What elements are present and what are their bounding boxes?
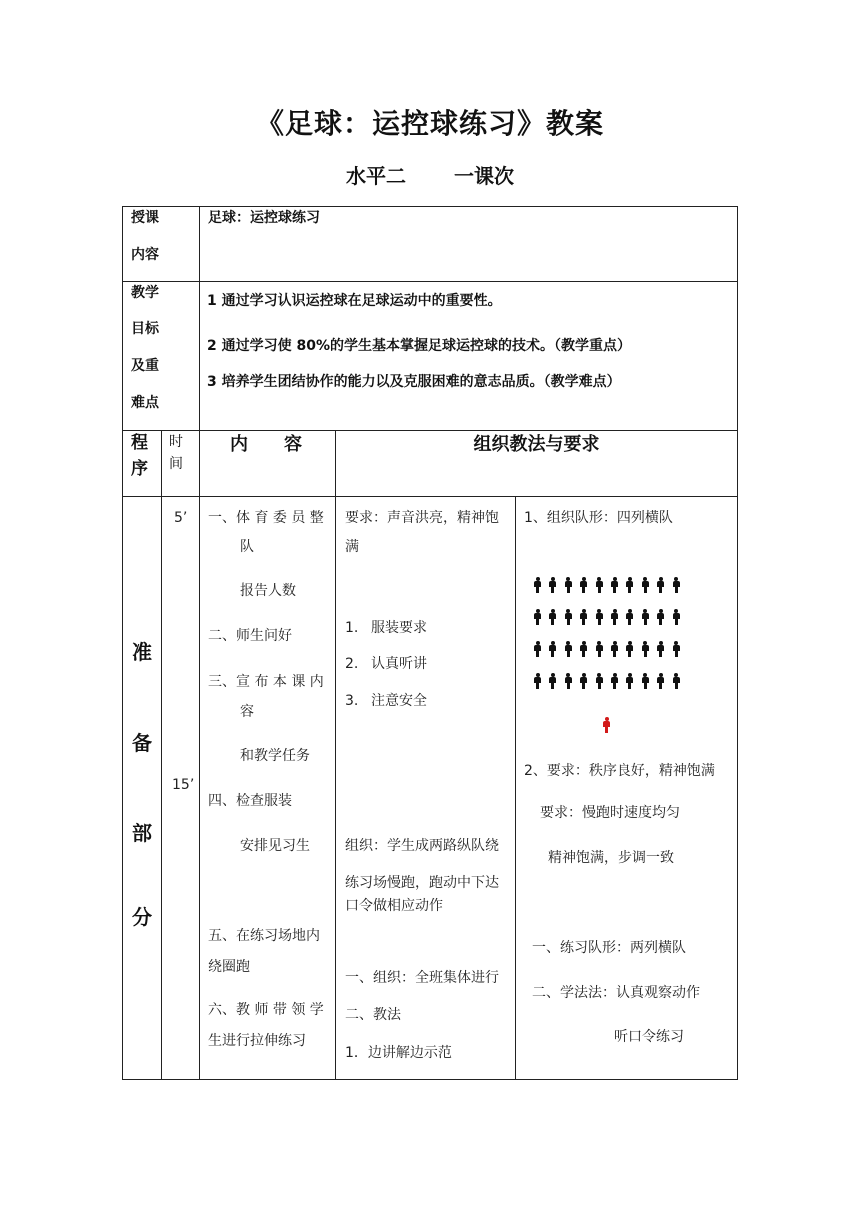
student-icon bbox=[565, 641, 572, 657]
student-icon bbox=[549, 609, 556, 625]
content-line: 队 bbox=[240, 539, 254, 555]
organization-l3: 口令做相应动作 bbox=[345, 898, 443, 914]
list-number: 2. bbox=[345, 656, 359, 672]
content-label-line2: 内容 bbox=[131, 247, 159, 263]
header-time-l1: 时 bbox=[169, 434, 183, 450]
student-icon bbox=[642, 577, 649, 593]
objective-item-2: 2 通过学习使 80%的学生基本掌握足球运控球的技术。（教学重点） bbox=[207, 338, 631, 354]
student-icon bbox=[657, 577, 664, 593]
student-icon bbox=[657, 641, 664, 657]
student-icon bbox=[534, 641, 541, 657]
student-icon bbox=[642, 609, 649, 625]
student-icon bbox=[611, 577, 618, 593]
student-icon bbox=[580, 577, 587, 593]
list-item: 服装要求 bbox=[371, 620, 427, 636]
formation-label: 1、组织队形：四列横队 bbox=[524, 510, 673, 526]
list-number: 1. bbox=[345, 620, 359, 636]
teaching-method-1: 1．边讲解边示范 bbox=[345, 1045, 452, 1061]
study-method-l2: 听口令练习 bbox=[614, 1029, 684, 1045]
jog-requirement-2: 精神饱满，步调一致 bbox=[548, 850, 674, 866]
student-icon bbox=[565, 609, 572, 625]
header-content: 内 容 bbox=[230, 434, 302, 455]
content-line: 六、教 师 带 领 学 bbox=[208, 1002, 324, 1018]
list-item: 认真听讲 bbox=[371, 656, 427, 672]
header-method: 组织教法与要求 bbox=[473, 434, 600, 455]
practice-formation: 一、练习队形：两列横队 bbox=[532, 940, 686, 956]
student-icon bbox=[580, 641, 587, 657]
student-icon bbox=[611, 641, 618, 657]
content-line: 二、师生问好 bbox=[208, 628, 292, 644]
objective-item-3: 3 培养学生团结协作的能力以及克服困难的意志品质。（教学难点） bbox=[207, 374, 621, 390]
student-icon bbox=[534, 673, 541, 689]
four-row-formation-diagram bbox=[530, 575, 690, 725]
header-procedure-l2: 序 bbox=[131, 459, 148, 479]
student-icon bbox=[642, 641, 649, 657]
student-icon bbox=[534, 577, 541, 593]
document-subtitle bbox=[0, 160, 860, 189]
student-icon bbox=[549, 641, 556, 657]
student-icon bbox=[611, 673, 618, 689]
formation-requirement: 2、要求：秩序良好，精神饱满 bbox=[524, 763, 715, 779]
method-requirement-l1: 要求：声音洪亮，精神饱 bbox=[345, 510, 499, 526]
student-icon bbox=[626, 641, 633, 657]
student-icon bbox=[657, 673, 664, 689]
student-icon bbox=[580, 673, 587, 689]
student-icon bbox=[626, 673, 633, 689]
objectives-label-line3: 及重 bbox=[131, 358, 159, 374]
student-icon bbox=[596, 673, 603, 689]
section-label-char-2: 备 bbox=[132, 731, 152, 755]
student-icon bbox=[657, 609, 664, 625]
objective-item-1: 1 通过学习认识运控球在足球运动中的重要性。 bbox=[207, 293, 502, 309]
content-line: 生进行拉伸练习 bbox=[208, 1033, 306, 1049]
student-icon bbox=[673, 641, 680, 657]
content-line: 三、宣 布 本 课 内 bbox=[208, 674, 324, 690]
header-procedure-l1: 程 bbox=[131, 433, 148, 453]
objectives-label-line1: 教学 bbox=[131, 285, 159, 301]
student-icon bbox=[596, 577, 603, 593]
student-icon bbox=[626, 609, 633, 625]
student-icon bbox=[673, 673, 680, 689]
method-requirement-l2: 满 bbox=[345, 539, 359, 555]
teacher-icon bbox=[603, 717, 610, 733]
student-icon bbox=[626, 577, 633, 593]
organization-2: 一、组织：全班集体进行 bbox=[345, 970, 499, 986]
content-value: 足球：运控球练习 bbox=[208, 210, 320, 226]
time-5: 5’ bbox=[174, 510, 188, 526]
organization-l1: 组织：学生成两路纵队绕 bbox=[345, 838, 499, 854]
content-line: 一、体 育 委 员 整 bbox=[208, 510, 324, 526]
time-15: 15’ bbox=[172, 777, 195, 793]
jog-requirement: 要求：慢跑时速度均匀 bbox=[540, 805, 680, 821]
content-line: 五、在练习场地内 bbox=[208, 928, 320, 944]
list-item: 注意安全 bbox=[371, 693, 427, 709]
section-label-char-1: 准 bbox=[132, 640, 152, 664]
document-title: 《足球：运控球练习》教案 bbox=[255, 107, 604, 140]
student-icon bbox=[596, 641, 603, 657]
student-icon bbox=[673, 577, 680, 593]
teaching-method: 二、教法 bbox=[345, 1007, 401, 1023]
header-time-l2: 间 bbox=[169, 456, 183, 472]
content-label-line1: 授课 bbox=[131, 210, 159, 226]
section-label-char-4: 分 bbox=[132, 905, 152, 929]
student-icon bbox=[549, 577, 556, 593]
section-label-char-3: 部 bbox=[132, 821, 152, 845]
student-icon bbox=[534, 609, 541, 625]
content-line: 和教学任务 bbox=[240, 748, 310, 764]
student-icon bbox=[611, 609, 618, 625]
objectives-label-line2: 目标 bbox=[131, 321, 159, 337]
lesson-number: 一课次 bbox=[454, 164, 514, 188]
content-line: 报告人数 bbox=[240, 583, 296, 599]
content-line: 容 bbox=[240, 704, 254, 720]
student-icon bbox=[596, 609, 603, 625]
study-method: 二、学法法：认真观察动作 bbox=[532, 985, 700, 1001]
organization-l2: 练习场慢跑，跑动中下达 bbox=[345, 875, 499, 891]
student-icon bbox=[580, 609, 587, 625]
list-number: 3. bbox=[345, 693, 359, 709]
level-label: 水平二 bbox=[346, 164, 406, 188]
content-line: 安排见习生 bbox=[240, 838, 310, 854]
content-line: 四、检查服装 bbox=[208, 793, 292, 809]
content-line: 绕圈跑 bbox=[208, 959, 250, 975]
student-icon bbox=[673, 609, 680, 625]
student-icon bbox=[565, 577, 572, 593]
student-icon bbox=[549, 673, 556, 689]
student-icon bbox=[565, 673, 572, 689]
student-icon bbox=[642, 673, 649, 689]
objectives-label-line4: 难点 bbox=[131, 395, 159, 411]
